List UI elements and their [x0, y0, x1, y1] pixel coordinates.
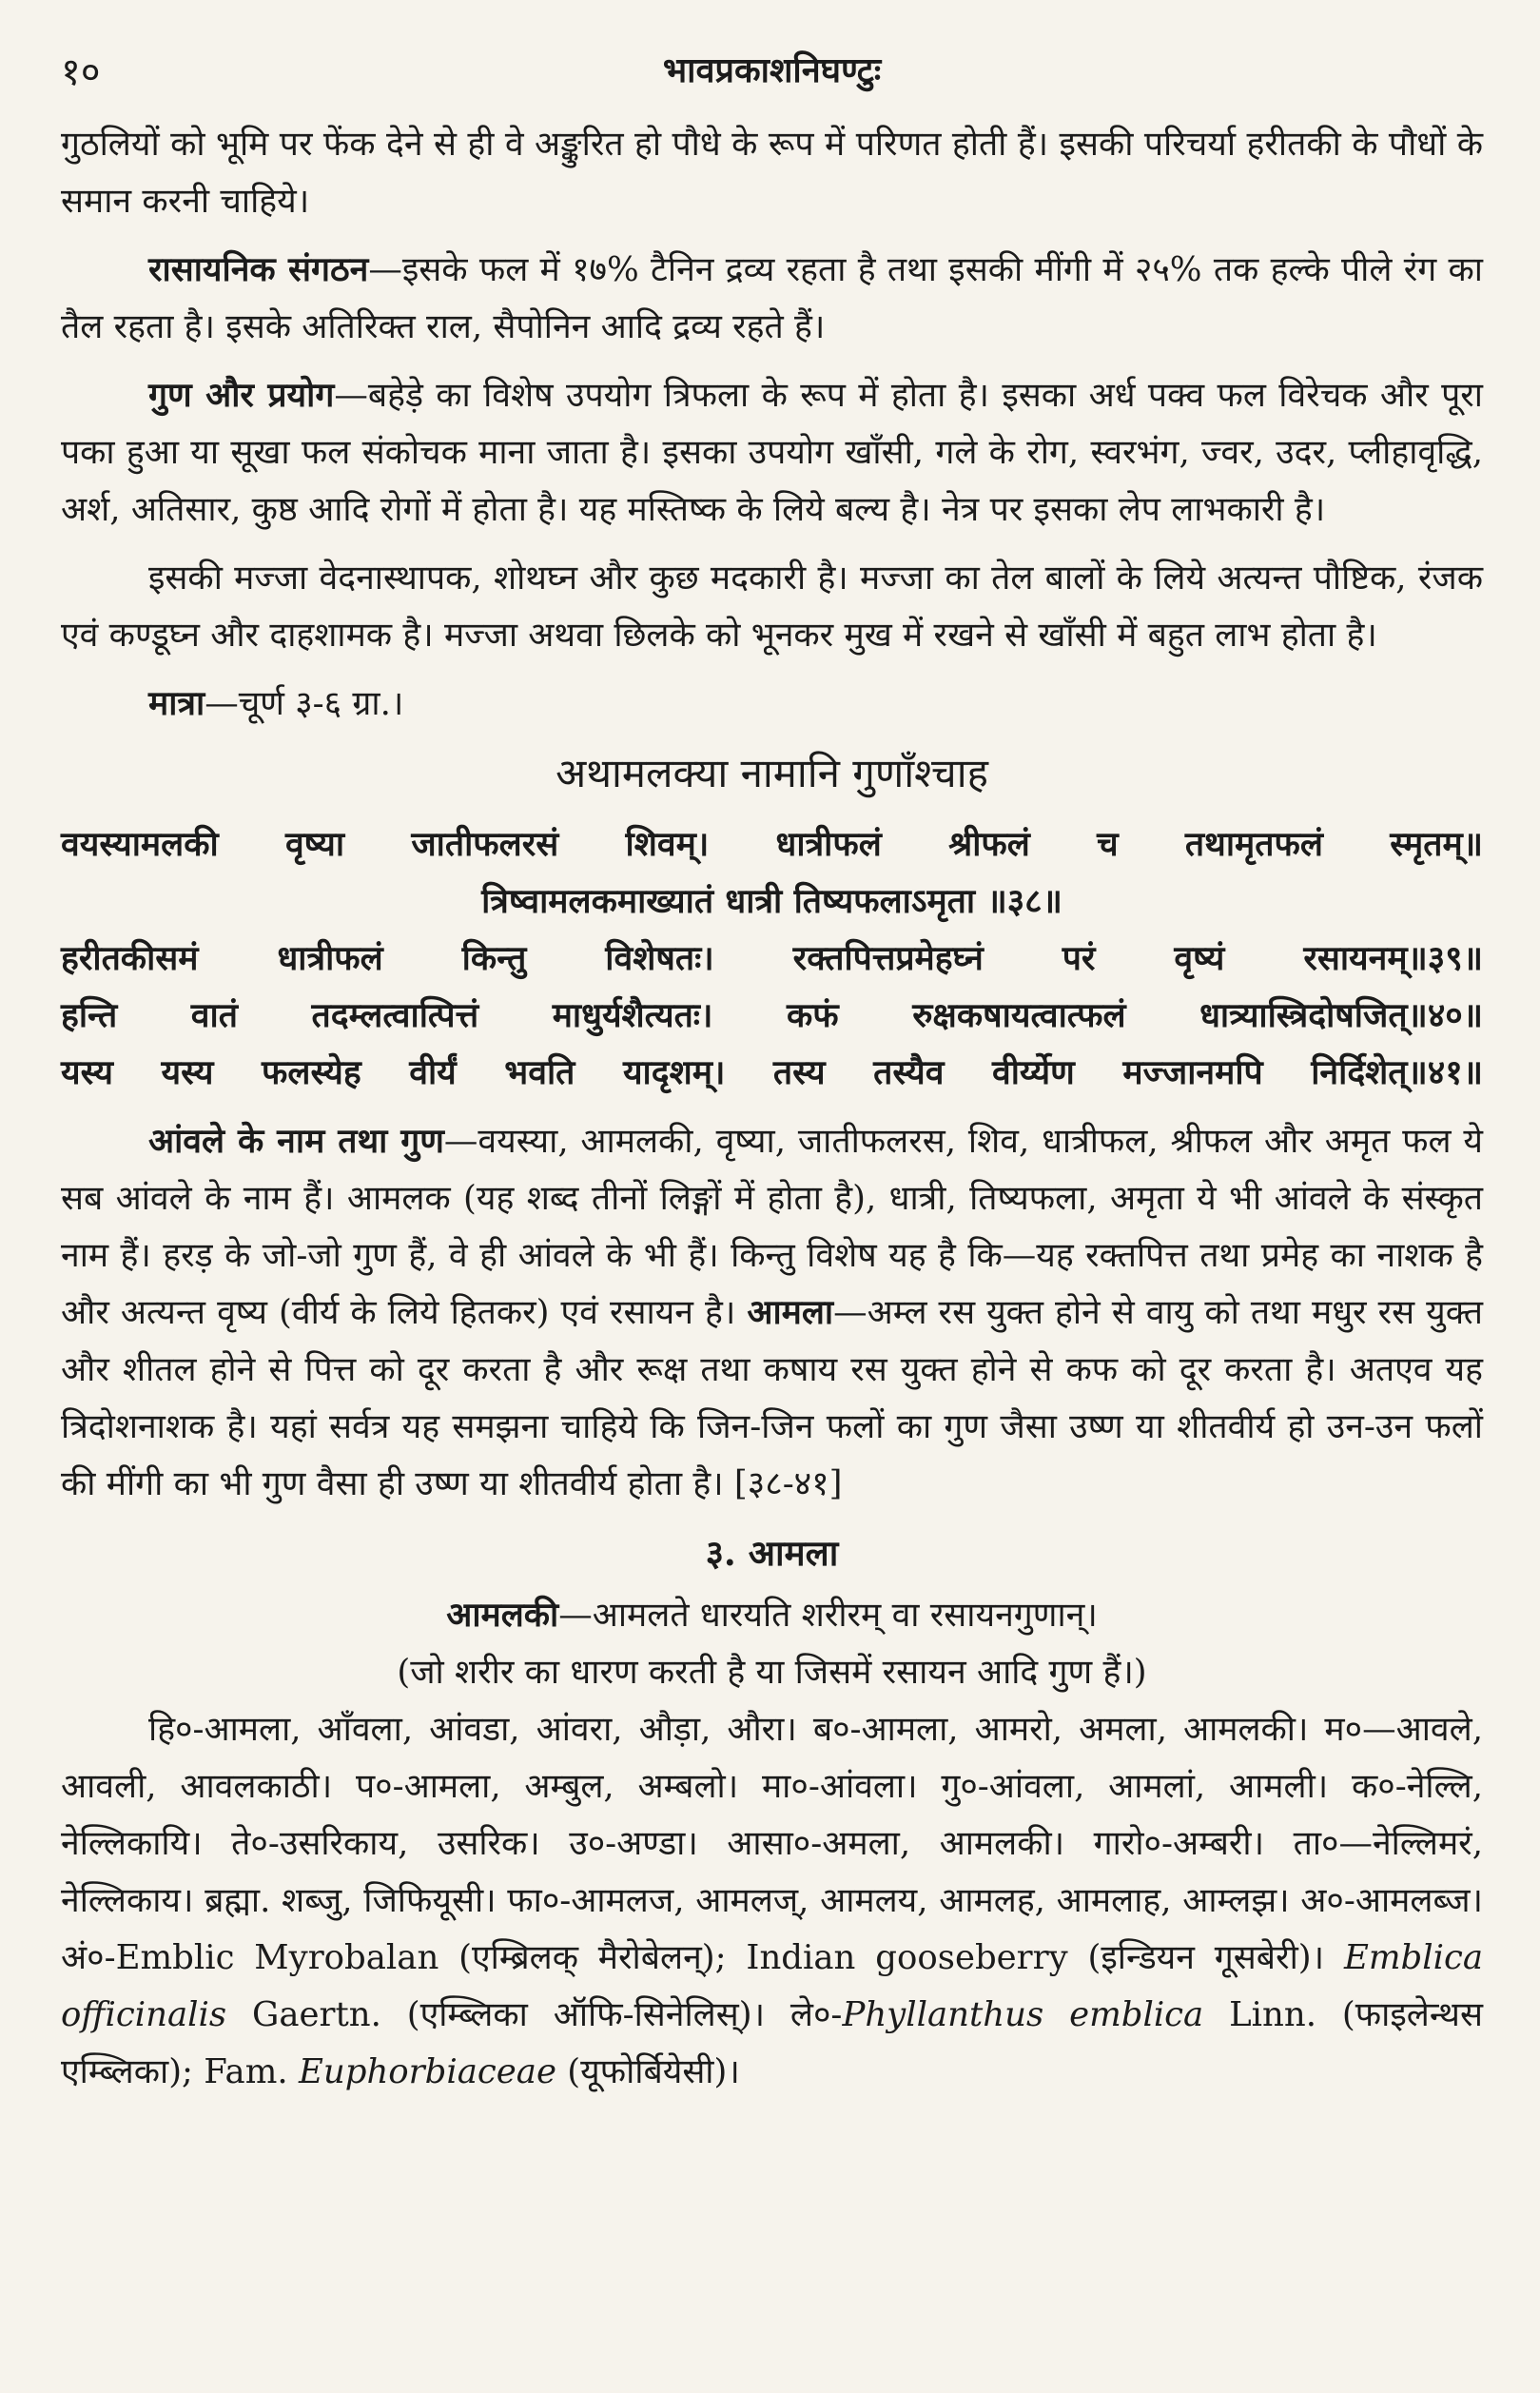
paragraph-label: गुण और प्रयोग [148, 376, 335, 415]
paragraph-text: —वयस्या, आमलकी, वृष्या, जातीफलरस, शिव, धात्रीफल, श्रीफल और अमृत फल ये सब आंवले के नाम हैं। आमलक (यह शब्द तीनों लिङ्गों में होता है), धात्री, तिष्यफला, अमृता ये भी आंवले के संस्कृत नाम हैं। हरड़ के जो-जो गुण हैं, वे ही आंवले के भी हैं। किन्तु विशेष यह है कि—यह रक्तपित्त तथा प्रमेह का नाशक है और अत्यन्त वृष्य (वीर्य के लिये हितकर) एवं रसायन है। [61, 1122, 1484, 1332]
paragraph-vernacular-names [61, 1701, 1483, 2101]
paragraph-label: रासायनिक संगठन [148, 250, 369, 289]
page-header [61, 38, 1483, 105]
paragraph-chemical-composition [61, 242, 1483, 356]
paragraph-text: इसकी मज्जा वेदनास्थापक, शोथघ्न और कुछ मदकारी है। मज्जा का तेल बालों के लिये अत्यन्त पौष्टिक, रंजक एवं कण्डूघ्न और दाहशामक है। मज्जा अथवा छिलके को भूनकर मुख में रखने से खाँसी में बहुत लाभ होता है। [61, 559, 1483, 655]
paragraph-text: (यूफोर्बियेसी)। [556, 2052, 740, 2091]
paragraph-label: आंवले के नाम तथा गुण [148, 1122, 444, 1161]
paragraph-text: हि०-आमला, आँवला, आंवडा, आंवरा, औड़ा, औरा। ब०-आमला, आमरो, अमला, आमलकी। म०—आवले, आवली, आवलकाठी। प०-आमला, अम्बुल, अम्बलो। मा०-आंवला। गु०-आंवला, आमलां, आमली। क०-नेल्लि, नेल्लिकायि। ते०-उसरिकाय, उसरिक। उ०-अण्डा। आसा०-अमला, आमलकी। गारो०-अम्बरी। ता०—नेल्लिमरं, नेल्लिकाय। ब्रह्मा. शब्जु, जिफियूसी। फा०-आमलज, आमलज्, आमलय, आमलह, आमलाह, आम्लझ। अ०-आमलब्ज। अं०-Emblic Myrobalan (एम्ब्रिलक् मैरोबेलन्); Indian gooseberry (इन्डियन गूसबेरी)। [61, 1710, 1483, 1977]
paragraph-text: —अम्ल रस युक्त होने से वायु को तथा मधुर रस युक्त और शीतल होने से पित्त को दूर करता है और रूक्ष तथा कषाय रस युक्त होने से कफ को दूर करता है। अतएव यह त्रिदोशनाशक है। यहां सर्वत्र यह समझना चाहिये कि जिन-जिन फलों का गुण जैसा उष्ण या शीतवीर्य हो उन-उन फलों की मींगी का भी गुण वैसा ही उष्ण या शीतवीर्य होता है। [३८-४१] [61, 1293, 1483, 1503]
etymology-line [61, 1587, 1483, 1644]
etymology-gloss: (जो शरीर का धारण करती है या जिसमें रसायन आदि गुण हैं।) [397, 1653, 1147, 1692]
etymology-label: आमलकी [446, 1596, 559, 1635]
family-name: Euphorbiaceae [298, 2052, 556, 2091]
paragraph-text: Linn. (फाइलेन्थस एम्ब्लिका); Fam. [61, 1995, 1483, 2091]
paragraph-properties-uses [61, 367, 1483, 539]
botanical-name: Emblica officinalis [61, 1938, 1483, 2034]
paragraph-amla-names-properties [61, 1113, 1483, 1513]
paragraph-text: Gaertn. (एम्ब्लिका ऑफि-सिनेलिस्)। ले०- [226, 1995, 843, 2034]
running-head: भावप्रकाशनिघण्टुः [662, 50, 882, 90]
etymology-text: —आमलते धारयति शरीरम् वा रसायनगुणान्। [558, 1596, 1098, 1635]
verse-block [61, 816, 1483, 1102]
verse-line: वयस्यामलकी वृष्या जातीफलरसं शिवम्। धात्रीफलं श्रीफलं च तथामृतफलं स्मृतम्॥ [61, 825, 1483, 864]
paragraph-text: —बहेड़े का विशेष उपयोग त्रिफला के रूप में होता है। इसका अर्ध पक्व फल विरेचक और पूरा पका हुआ या सूखा फल संकोचक माना जाता है। इसका उपयोग खाँसी, गले के रोग, स्वरभंग, ज्वर, उदर, प्लीहावृद्धि, अर्श, अतिसार, कुष्ठ आदि रोगों में होता है। यह मस्तिष्क के लिये बल्य है। नेत्र पर इसका लेप लाभकारी है। [61, 376, 1483, 529]
paragraph-kernel [61, 550, 1483, 664]
paragraph-text: —चूर्ण ३-६ ग्रा.। [205, 684, 404, 723]
botanical-name: Phyllanthus emblica [842, 1995, 1204, 2034]
paragraph-label: मात्रा [148, 684, 205, 723]
verse-line: यस्य यस्य फलस्येह वीर्यं भवति यादृशम्। तस्य तस्यैव वीर्य्येण मज्जानमपि निर्दिशेत्॥४१॥ [61, 1053, 1483, 1092]
page-body [61, 116, 1483, 2101]
section-heading-amalaki-names: अथामलक्या नामानि गुणाँश्चाह [556, 750, 988, 796]
verse-line: हन्ति वातं तदम्लत्वात्पित्तं माधुर्यशैत्यतः। कफं रुक्षकषायत्वात्फलं धात्र्यास्त्रिदोषजित्॥४०॥ [61, 996, 1483, 1035]
paragraph-label: आमला [747, 1293, 834, 1332]
paragraph-text: गुठलियों को भूमि पर फेंक देने से ही वे अङ्कुरित हो पौधे के रूप में परिणत होती हैं। इसकी परिचर्या हरीतकी के पौधों के समान करनी चाहिये। [61, 125, 1483, 221]
section-heading-amla: ३. आमला [705, 1532, 839, 1574]
paragraph-seedling-care [61, 116, 1483, 230]
paragraph-text: —इसके फल में १७% टैनिन द्रव्य रहता है तथा इसकी मींगी में २५% तक हल्के पीले रंग का तैल रहता है। इसके अतिरिक्त राल, सैपोनिन आदि द्रव्य रहते हैं। [61, 250, 1483, 346]
verse-line: त्रिष्वामलकमाख्यातं धात्री तिष्यफलाऽमृता ॥३८॥ [481, 882, 1062, 921]
verse-line: हरीतकीसमं धात्रीफलं किन्तु विशेषतः। रक्तपित्तप्रमेहघ्नं परं वृष्यं रसायनम्॥३९॥ [61, 939, 1483, 978]
paragraph-dosage [61, 676, 1483, 733]
page-number: १० [61, 50, 101, 94]
